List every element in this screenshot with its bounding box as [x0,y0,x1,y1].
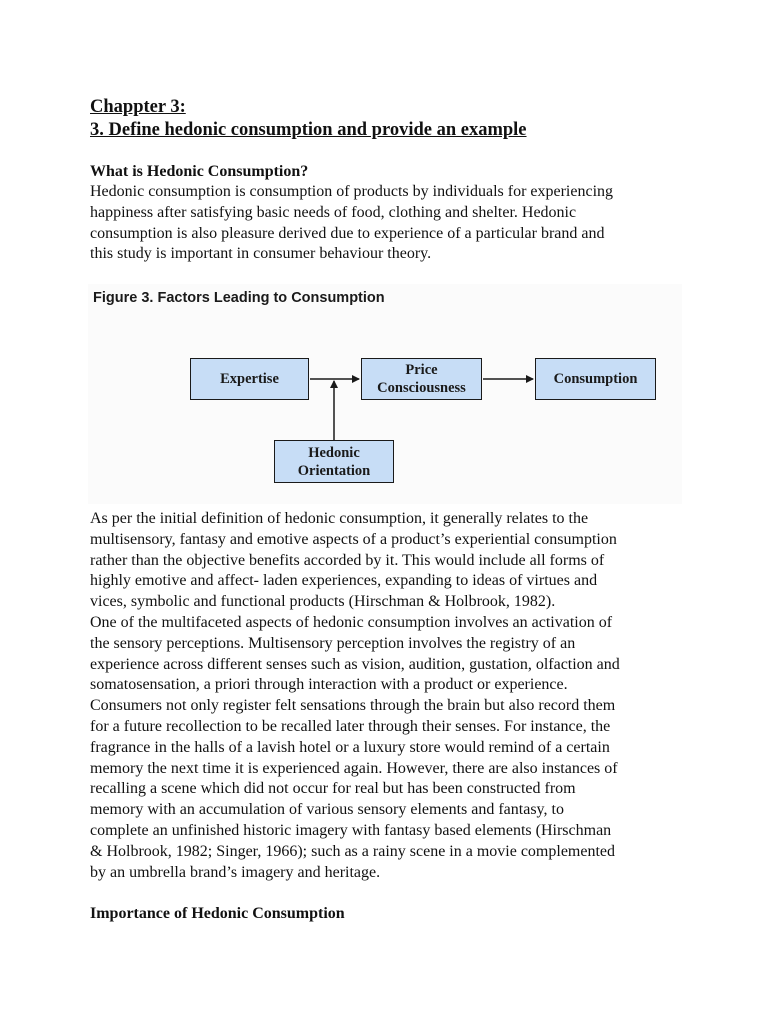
paragraph-line: multisensory, fantasy and emotive aspects of a product’s experiential consumption [90,530,617,548]
hedonic-label-line1: Hedonic [308,444,360,461]
figure-caption: Figure 3. Factors Leading to Consumption [93,290,385,306]
paragraph-line: Consumers not only register felt sensations through the brain but also record them [90,697,616,715]
paragraph-line: fragrance in the halls of a lavish hotel or a luxury store would remind of a certain [90,738,610,756]
price-label-line1: Price [405,362,438,378]
paragraph-line: this study is important in consumer behaviour theory. [90,245,432,263]
paragraph-line: rather than the objective benefits accorded by it. This would include all forms of [90,551,605,569]
paragraph-line: vices, symbolic and functional products (Hirschman & Holbrook, 1982). [90,593,556,611]
importance-heading: Importance of Hedonic Consumption [90,905,345,922]
paragraph-line: As per the initial definition of hedonic consumption, it generally relates to the [90,510,589,527]
price-label-line2: Consciousness [377,380,466,396]
paragraph-line: & Holbrook, 1982; Singer, 1966); such as a rainy scene in a movie complemented [90,842,616,860]
factors-figure [88,284,682,504]
paragraph-line: the sensory perceptions. Multisensory perception involves the registry of an [90,634,576,652]
section-title: 3. Define hedonic consumption and provide an example [90,120,527,140]
consumption-box [535,358,656,400]
paragraph-line: consumption is also pleasure derived due to experience of a particular brand and [90,224,605,242]
consumption-label: Consumption [553,371,638,387]
expertise-label: Expertise [220,371,279,387]
hedonic-orientation-box [274,440,394,483]
paragraph-line: highly emotive and affect- laden experiences, expanding to ideas of virtues and [90,572,598,590]
paragraph-line: One of the multifaceted aspects of hedonic consumption involves an activation of [90,613,613,631]
expertise-box [190,358,309,400]
paragraph-line: memory the next time it is experienced again. However, there are also instances of [90,759,618,777]
paragraph-line: Hedonic consumption is consumption of products by individuals for experiencing [90,183,614,200]
paragraph-line: memory with an accumulation of various sensory elements and fantasy, to [90,801,564,819]
paragraph-line: by an umbrella brand’s imagery and heritage. [90,863,381,881]
chapter-heading: Chappter 3: [90,97,186,117]
hedonic-label-line2: Orientation [297,462,371,479]
paragraph-line: happiness after satisfying basic needs of food, clothing and shelter. Hedonic [90,203,577,221]
paragraph-line: complete an unfinished historic imagery with fantasy based elements (Hirschman [90,821,612,839]
paragraph-line: recalling a scene which did not occur for real but has been constructed from [90,780,576,798]
paragraph-line: experience across different senses such as vision, audition, gustation, olfaction and [90,655,620,673]
paragraph-line: somatosensation, a priori through interaction with a product or experience. [90,676,568,694]
price-consciousness-box [361,358,482,400]
body-paragraph [90,509,680,883]
paragraph-line: for a future recollection to be recalled later through their senses. For instance, the [90,717,611,735]
intro-paragraph [90,182,680,265]
what-is-hedonic-heading: What is Hedonic Consumption? [90,163,309,180]
